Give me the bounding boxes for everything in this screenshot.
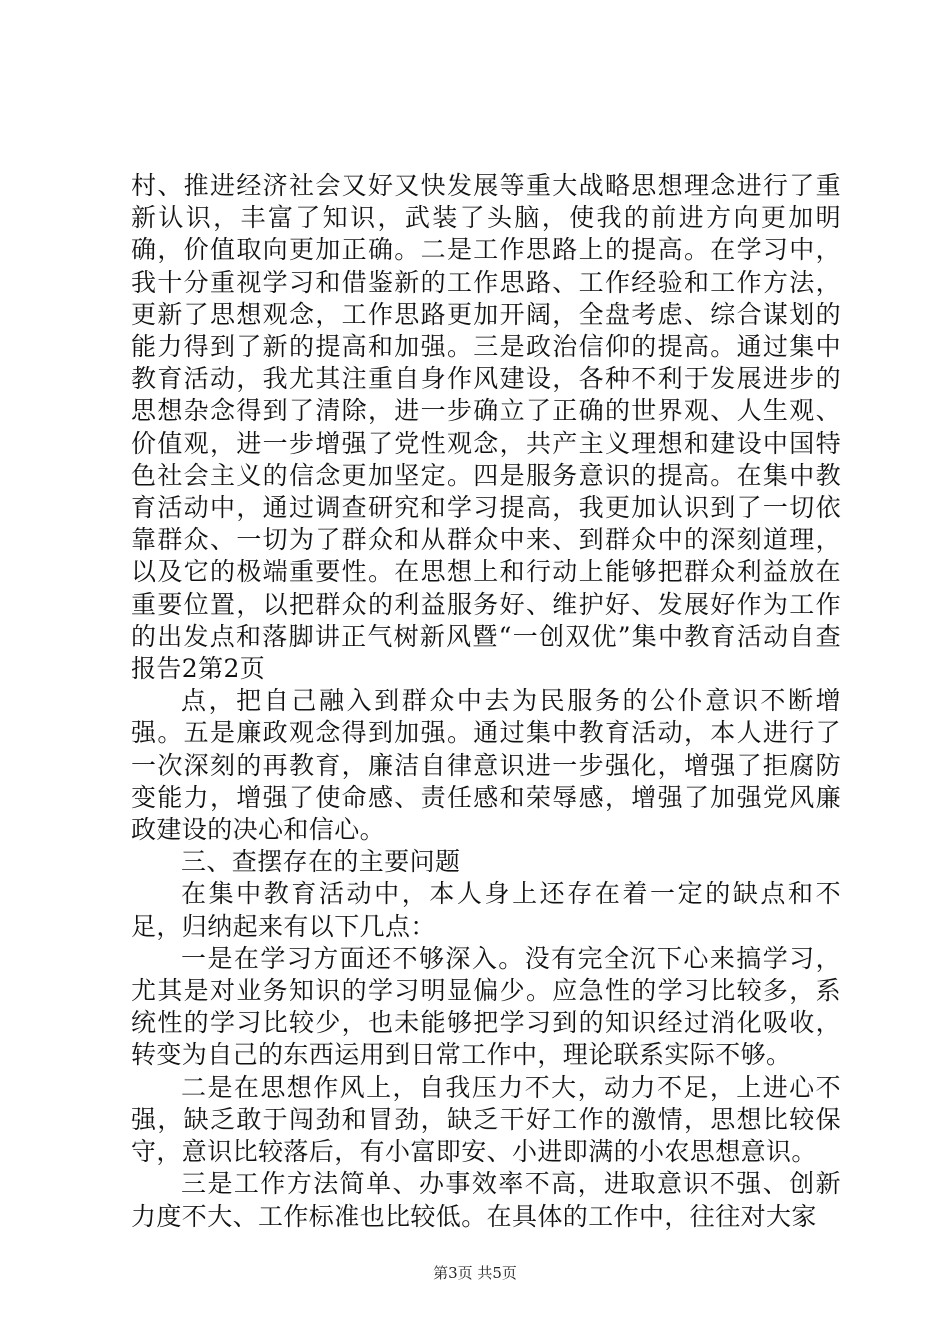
section-heading-problems: 三、查摆存在的主要问题 [181, 847, 461, 877]
paragraph-problem-study: 一是在学习方面还不够深入。没有完全沉下心来搞学习，尤其是对业务知识的学习明显偏少。应急性的学习比较多，系统性的学习比较少，也未能够把学习到的知识经过消化吸收，转变为自己的东西运用到日常工作中，理论联系实际不够。 [131, 943, 841, 1070]
page-number-indicator: 第3页 共5页 [433, 1264, 517, 1282]
paragraph-integrity: 点，把自己融入到群众中去为民服务的公仆意识不断增强。五是廉政观念得到加强。通过集中教育活动，本人进行了一次深刻的再教育，廉洁自律意识进一步强化，增强了拒腐防变能力，增强了使命感、责任感和荣辱感，增强了加强党风廉政建设的决心和信心。 [131, 686, 841, 845]
document-body [131, 170, 841, 1233]
paragraph-continuation: 村、推进经济社会又好又快发展等重大战略思想理念进行了重新认识，丰富了知识，武装了头脑，使我的前进方向更加明确，价值取向更加正确。二是工作思路上的提高。在学习中，我十分重视学习和借鉴新的工作思路、工作经验和工作方法，更新了思想观念，工作思路更加开阔，全盘考虑、综合谋划的能力得到了新的提高和加强。三是政治信仰的提高。通过集中教育活动，我尤其注重自身作风建设，各种不利于发展进步的思想杂念得到了清除，进一步确立了正确的世界观、人生观、价值观，进一步增强了党性观念，共产主义理想和建设中国特色社会主义的信念更加坚定。四是服务意识的提高。在集中教育活动中，通过调查研究和学习提高，我更加认识到了一切依靠群众、一切为了群众和从群众中来、到群众中的深刻道理，以及它的极端重要性。在思想上和行动上能够把群众利益放在重要位置，以把群众的利益服务好、维护好、发展好作为工作的出发点和落脚讲正气树新风暨“一创双优”集中教育活动自查报告2第2页 [131, 171, 841, 684]
page-footer [0, 1263, 950, 1283]
paragraph-problem-method: 三是工作方法简单、办事效率不高，进取意识不强、创新力度不大、工作标准也比较低。在具体的工作中，往往对大家 [131, 1169, 841, 1231]
paragraph-intro-problems: 在集中教育活动中，本人身上还存在着一定的缺点和不足，归纳起来有以下几点： [131, 879, 841, 941]
paragraph-problem-style: 二是在思想作风上，自我压力不大，动力不足，上进心不强，缺乏敢于闯劲和冒劲，缺乏干好工作的激情，思想比较保守，意识比较落后，有小富即安、小进即满的小农思想意识。 [131, 1072, 841, 1167]
